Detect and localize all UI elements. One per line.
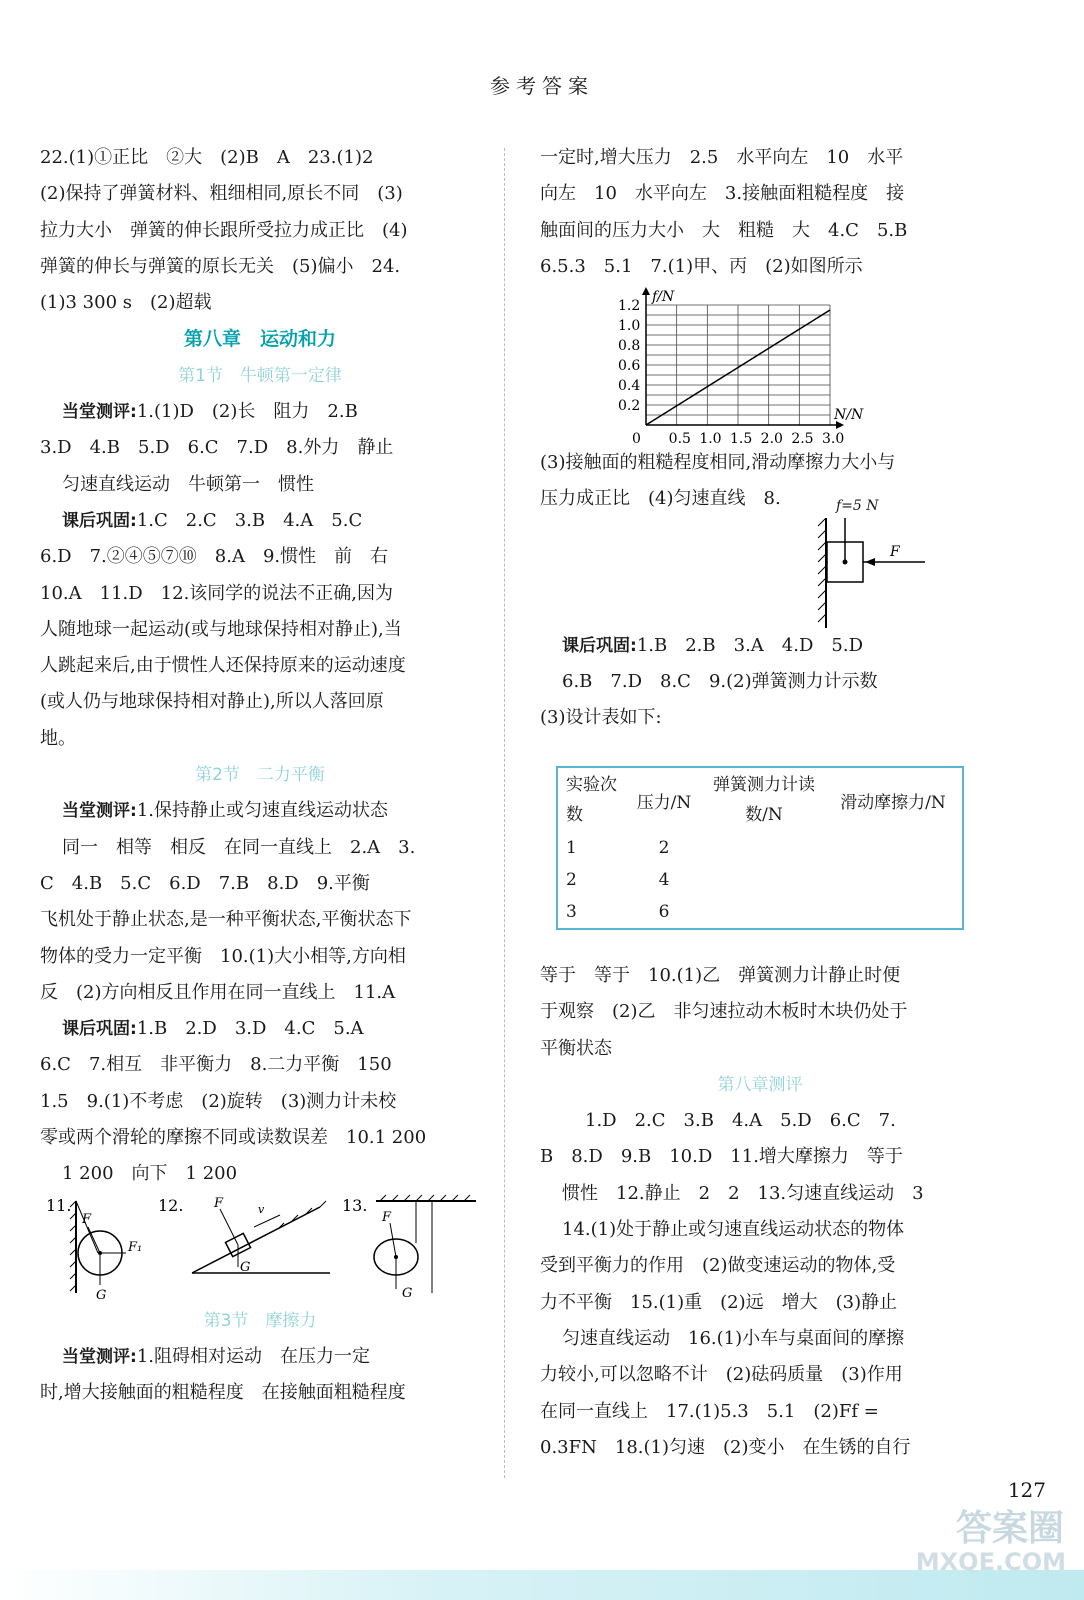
text-line: 人跳起来后,由于惯性人还保持原来的运动速度 bbox=[40, 655, 406, 677]
x-tick-label: 1.5 bbox=[730, 431, 753, 446]
y-tick-label: 1.2 bbox=[618, 298, 641, 315]
y-tick-label: 1.0 bbox=[618, 318, 641, 335]
design-table bbox=[556, 766, 964, 930]
column-divider bbox=[504, 148, 505, 1478]
label-dangtang: 当堂测评: bbox=[62, 402, 137, 423]
force-diagrams-svg bbox=[40, 1193, 480, 1303]
label-dangtang: 当堂测评: bbox=[62, 1346, 137, 1367]
chapter-heading: 第八章 运动和力 bbox=[183, 328, 336, 351]
table-cell: 4 bbox=[658, 870, 670, 890]
text-line: 人随地球一起运动(或与地球保持相对静止),当 bbox=[40, 618, 402, 640]
friction-chart-svg bbox=[540, 285, 980, 445]
table-row bbox=[558, 864, 962, 896]
text-line: 同一 相等 相反 在同一直线上 2.A 3. bbox=[62, 836, 416, 858]
text-line: 1.D 2.C 3.B 4.A 5.D 6.C 7. bbox=[585, 1110, 896, 1132]
section-heading-3: 第3节 摩擦力 bbox=[203, 1310, 317, 1331]
table-cell: 2 bbox=[658, 838, 670, 858]
table-cell: 1 bbox=[566, 838, 577, 858]
text-line: 地。 bbox=[40, 727, 76, 749]
table-row bbox=[558, 832, 962, 864]
text-line: (1)3 300 s (2)超载 bbox=[40, 292, 212, 314]
svg-text:v: v bbox=[258, 1202, 265, 1216]
text-line: 平衡状态 bbox=[540, 1037, 612, 1059]
text-line: 等于 等于 10.(1)乙 弹簧测力计静止时便 bbox=[540, 965, 901, 986]
y-axis-arrow bbox=[642, 287, 650, 295]
page-title: 参考答案 bbox=[490, 74, 594, 98]
x-tick-label: 1.0 bbox=[699, 431, 722, 446]
text-line: 22.(1)①正比 ②大 (2)B A 23.(1)2 bbox=[40, 147, 374, 168]
force-diagrams bbox=[40, 1193, 480, 1303]
text-line: 14.(1)处于静止或匀速直线运动状态的物体 bbox=[562, 1219, 905, 1241]
section-heading-2: 第2节 二力平衡 bbox=[195, 765, 325, 786]
text-line: 1.5 9.(1)不考虑 (2)旋转 (3)测力计未校 bbox=[40, 1090, 397, 1112]
fig13-hanging-ball bbox=[374, 1195, 476, 1301]
text-line: 1.阻碍相对运动 在压力一定 bbox=[136, 1345, 370, 1367]
label-kehou: 课后巩固: bbox=[562, 635, 637, 656]
table-cell: 2 bbox=[566, 870, 577, 890]
page-number: 127 bbox=[1007, 1478, 1046, 1502]
left-column bbox=[40, 140, 480, 1412]
svg-text:F: F bbox=[82, 1211, 92, 1227]
watermark-url: MXQE.COM bbox=[915, 1548, 1066, 1576]
svg-text:G: G bbox=[402, 1285, 413, 1301]
fig13-label: 13. bbox=[342, 1195, 368, 1215]
text-line: 弹簧的伸长与弹簧的原长无关 (5)偏小 24. bbox=[40, 255, 401, 277]
text-line: 1.B 2.B 3.A 4.D 5.D bbox=[636, 634, 863, 656]
table-row bbox=[558, 896, 962, 928]
svg-text:F₁: F₁ bbox=[128, 1239, 143, 1255]
friction-chart bbox=[540, 285, 980, 445]
table-header: 弹簧测力计读数/N bbox=[713, 775, 815, 825]
y-tick-label: 0.8 bbox=[618, 338, 641, 355]
text-line: (2)保持了弹簧材料、粗细相同,原长不同 (3) bbox=[40, 183, 403, 205]
svg-text:F: F bbox=[382, 1209, 392, 1225]
fig11-wall-ball bbox=[70, 1201, 142, 1303]
fig12-label: 12. bbox=[158, 1195, 184, 1215]
y-tick-label: 0.2 bbox=[618, 398, 641, 415]
x-tick-label: 3.0 bbox=[822, 431, 845, 446]
text-line: 6.5.3 5.1 7.(1)甲、丙 (2)如图所示 bbox=[540, 255, 863, 277]
text-line: (3)设计表如下: bbox=[540, 707, 662, 729]
fig11-label: 11. bbox=[46, 1195, 72, 1215]
table-header: 压力/N bbox=[636, 792, 692, 813]
x-tick-label: 2.5 bbox=[791, 431, 814, 446]
force-F-label: F bbox=[890, 543, 900, 560]
y-tick-label: 0.4 bbox=[618, 378, 641, 395]
text-line: 6.B 7.D 8.C 9.(2)弹簧测力计示数 bbox=[562, 671, 878, 693]
text-line: (或人仍与地球保持相对静止),所以人落回原 bbox=[40, 691, 384, 713]
text-line: 匀速直线运动 16.(1)小车与桌面间的摩擦 bbox=[562, 1327, 905, 1349]
y-tick-label: 0.6 bbox=[618, 358, 641, 375]
text-line: 受到平衡力的作用 (2)做变速运动的物体,受 bbox=[540, 1255, 896, 1277]
right-column bbox=[540, 140, 980, 737]
table-header: 实验次数 bbox=[566, 775, 617, 825]
section-heading-unit: 第八章测评 bbox=[717, 1074, 803, 1095]
text-line: 1.(1)D (2)长 阻力 2.B bbox=[136, 401, 358, 423]
table-cell: 3 bbox=[566, 902, 577, 922]
text-line: 在同一直线上 17.(1)5.3 5.1 (2)Ff = bbox=[540, 1400, 879, 1422]
text-line: 拉力大小 弹簧的伸长跟所受拉力成正比 (4) bbox=[40, 219, 408, 241]
text-line: 匀速直线运动 牛顿第一 惯性 bbox=[62, 473, 314, 495]
text-line: 于观察 (2)乙 非匀速拉动木板时木块仍处于 bbox=[540, 1001, 908, 1023]
svg-text:F: F bbox=[214, 1195, 224, 1211]
text-line: 6.C 7.相互 非平衡力 8.二力平衡 150 bbox=[40, 1054, 392, 1076]
text-line: 一定时,增大压力 2.5 水平向左 10 水平 bbox=[540, 147, 904, 168]
label-kehou: 课后巩固: bbox=[62, 510, 137, 531]
text-line: 6.D 7.②④⑤⑦⑩ 8.A 9.惯性 前 右 bbox=[40, 546, 389, 568]
text-line: 反 (2)方向相反且作用在同一直线上 11.A bbox=[40, 981, 396, 1003]
svg-text:G: G bbox=[96, 1287, 107, 1303]
table-header: 滑动摩擦力/N bbox=[840, 792, 946, 813]
table-cell: 6 bbox=[658, 902, 670, 922]
text-line: 向左 10 水平向左 3.接触面粗糙程度 接 bbox=[540, 183, 905, 205]
text-line: C 4.B 5.C 6.D 7.B 8.D 9.平衡 bbox=[40, 872, 370, 894]
text-line: 飞机处于静止状态,是一种平衡状态,平衡状态下 bbox=[40, 909, 412, 931]
text-line: 0.3FN 18.(1)匀速 (2)变小 在生锈的自行 bbox=[540, 1436, 911, 1458]
text-line: 1.B 2.D 3.D 4.C 5.A bbox=[136, 1018, 364, 1040]
text-line: 力不平衡 15.(1)重 (2)远 增大 (3)静止 bbox=[540, 1291, 898, 1313]
text-line: 触面间的压力大小 大 粗糙 大 4.C 5.B bbox=[540, 219, 908, 241]
text-line: 力较小,可以忽略不计 (2)砝码质量 (3)作用 bbox=[540, 1364, 903, 1386]
label-kehou: 课后巩固: bbox=[62, 1019, 137, 1040]
text-line: 零或两个滑轮的摩擦不同或读数误差 10.1 200 bbox=[40, 1127, 427, 1149]
text-line: 1.保持静止或匀速直线运动状态 bbox=[136, 800, 388, 822]
x-axis-label: N/N bbox=[834, 407, 864, 424]
section-heading-1: 第1节 牛顿第一定律 bbox=[178, 365, 342, 386]
x-tick-label: 0.5 bbox=[668, 431, 691, 446]
y-axis-label: f/N bbox=[652, 289, 675, 306]
text-line: 10.A 11.D 12.该同学的说法不正确,因为 bbox=[40, 582, 394, 604]
label-dangtang: 当堂测评: bbox=[62, 801, 137, 822]
text-line: (3)接触面的粗糙程度相同,滑动摩擦力大小与 bbox=[540, 452, 896, 474]
x-tick-label: 2.0 bbox=[760, 431, 783, 446]
friction-label: f=5 N bbox=[836, 497, 879, 514]
watermark-logo: 答案圈 bbox=[955, 1508, 1064, 1549]
text-line: 惯性 12.静止 2 2 13.匀速直线运动 3 bbox=[562, 1182, 924, 1204]
right-column-lower bbox=[540, 958, 980, 1466]
text-line: 压力成正比 (4)匀速直线 8. bbox=[540, 488, 781, 510]
text-line: 3.D 4.B 5.D 6.C 7.D 8.外力 静止 bbox=[40, 437, 394, 459]
x-tick-label: 0 bbox=[632, 431, 641, 446]
svg-text:G: G bbox=[240, 1259, 251, 1275]
fig12-incline-block bbox=[192, 1196, 330, 1275]
text-line: 时,增大接触面的粗糙程度 在接触面粗糙程度 bbox=[40, 1382, 406, 1404]
text-line: 物体的受力一定平衡 10.(1)大小相等,方向相 bbox=[40, 945, 406, 967]
text-line: 1 200 向下 1 200 bbox=[62, 1163, 238, 1185]
text-line: 1.C 2.C 3.B 4.A 5.C bbox=[136, 509, 363, 531]
fig8-svg bbox=[540, 518, 980, 628]
text-line: B 8.D 9.B 10.D 11.增大摩擦力 等于 bbox=[540, 1146, 903, 1168]
